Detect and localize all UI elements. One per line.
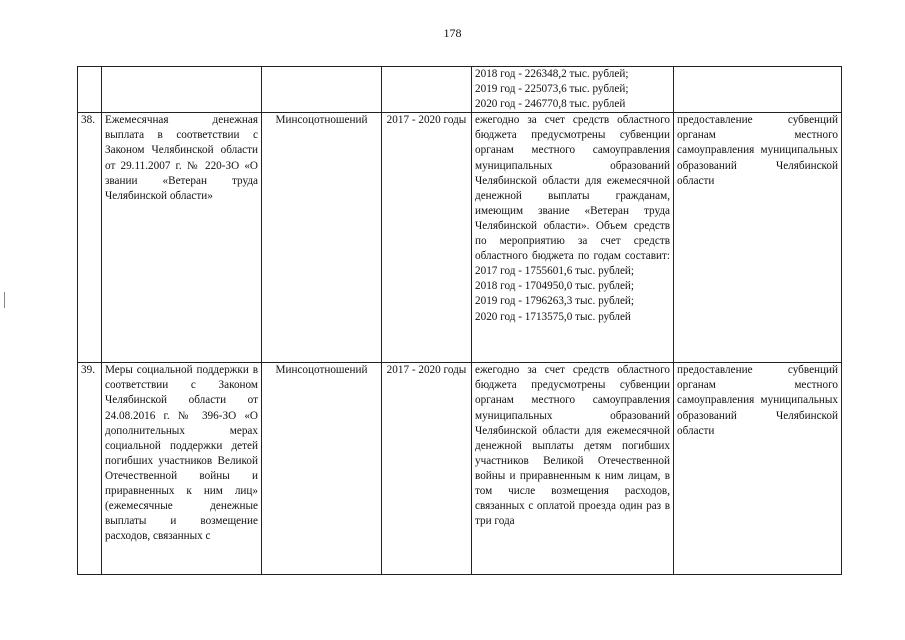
row-number: 38. [78,113,102,363]
cell-funding [472,363,674,575]
cell-funding [472,67,674,113]
cell-number [78,67,102,113]
table-row-continuation [78,67,842,113]
funding-line: 2019 год - 225073,6 тыс. рублей; [475,83,629,96]
funding-text: ежегодно за счет средств областного бюджета предусмотрены субвенции органам местного самоуправления муниципальных образований Челябинской области для ежемесячной денежной выплаты гражданам, имеющим звание «Ветеран труда Челябинской области». Объем средств по мероприятию за счет средств областного бюджета по годам составит: [475,114,670,263]
cell-measure [102,363,262,575]
funding-line: 2019 год - 1796263,3 тыс. рублей; [475,295,635,308]
cell-funding [472,113,674,363]
cell-measure [102,67,262,113]
funding-line: 2017 год - 1755601,6 тыс. рублей; [475,265,635,278]
funding-line: 2018 год - 226348,2 тыс. рублей; [475,68,629,80]
funding-line: 2018 год - 1704950,0 тыс. рублей; [475,280,635,293]
cell-mechanism: предоставление субвенций органам местного самоуправления муниципальных образований Челябинской области [674,363,842,575]
table-row [78,363,842,575]
funding-line: 2020 год - 1713575,0 тыс. рублей [475,310,631,323]
cell-mechanism: предоставление субвенций органам местного самоуправления муниципальных образований Челябинской области [674,113,842,363]
page-number: 178 [443,26,462,40]
cell-period: 2017 - 2020 годы [382,363,472,575]
row-number: 39. [78,363,102,575]
table-row [78,113,842,363]
cell-mechanism [674,67,842,113]
cell-executor: Минсоцотношений [262,113,382,363]
cell-executor: Минсоцотношений [262,363,382,575]
scan-edge-mark [4,292,5,308]
cell-measure: Ежемесячная денежная выплата в соответствии с Законом Челябинской области от 29.11.2007 г. № 220-ЗО «О звании «Ветеран труда Челябинской области» [102,113,262,363]
cell-period [382,67,472,113]
funding-text: ежегодно за счет средств областного бюджета предусмотрены субвенции органам местного самоуправления муниципальных образований Челябинской области для ежемесячной денежной выплаты детям погибших участников Великой Отечественной войны и приравненным к ним лицам, в том числе возмещения расходов, связанных с оплатой проезда один раз в три года [475,364,670,528]
funding-line: 2020 год - 246770,8 тыс. рублей [475,98,626,111]
cell-executor [262,67,382,113]
cell-period: 2017 - 2020 годы [382,113,472,363]
measure-text: Меры социальной поддержки в соответствии с Законом Челябинской области от 24.08.2016 г. № 396-ЗО «О дополнительных мерах социальной поддержки детей погибших участников Великой Отечественной войны и приравненных к ним лиц» (ежемесячные денежные выплаты и возмещение расходов, связанных с [105,364,258,543]
measures-table [77,66,842,575]
